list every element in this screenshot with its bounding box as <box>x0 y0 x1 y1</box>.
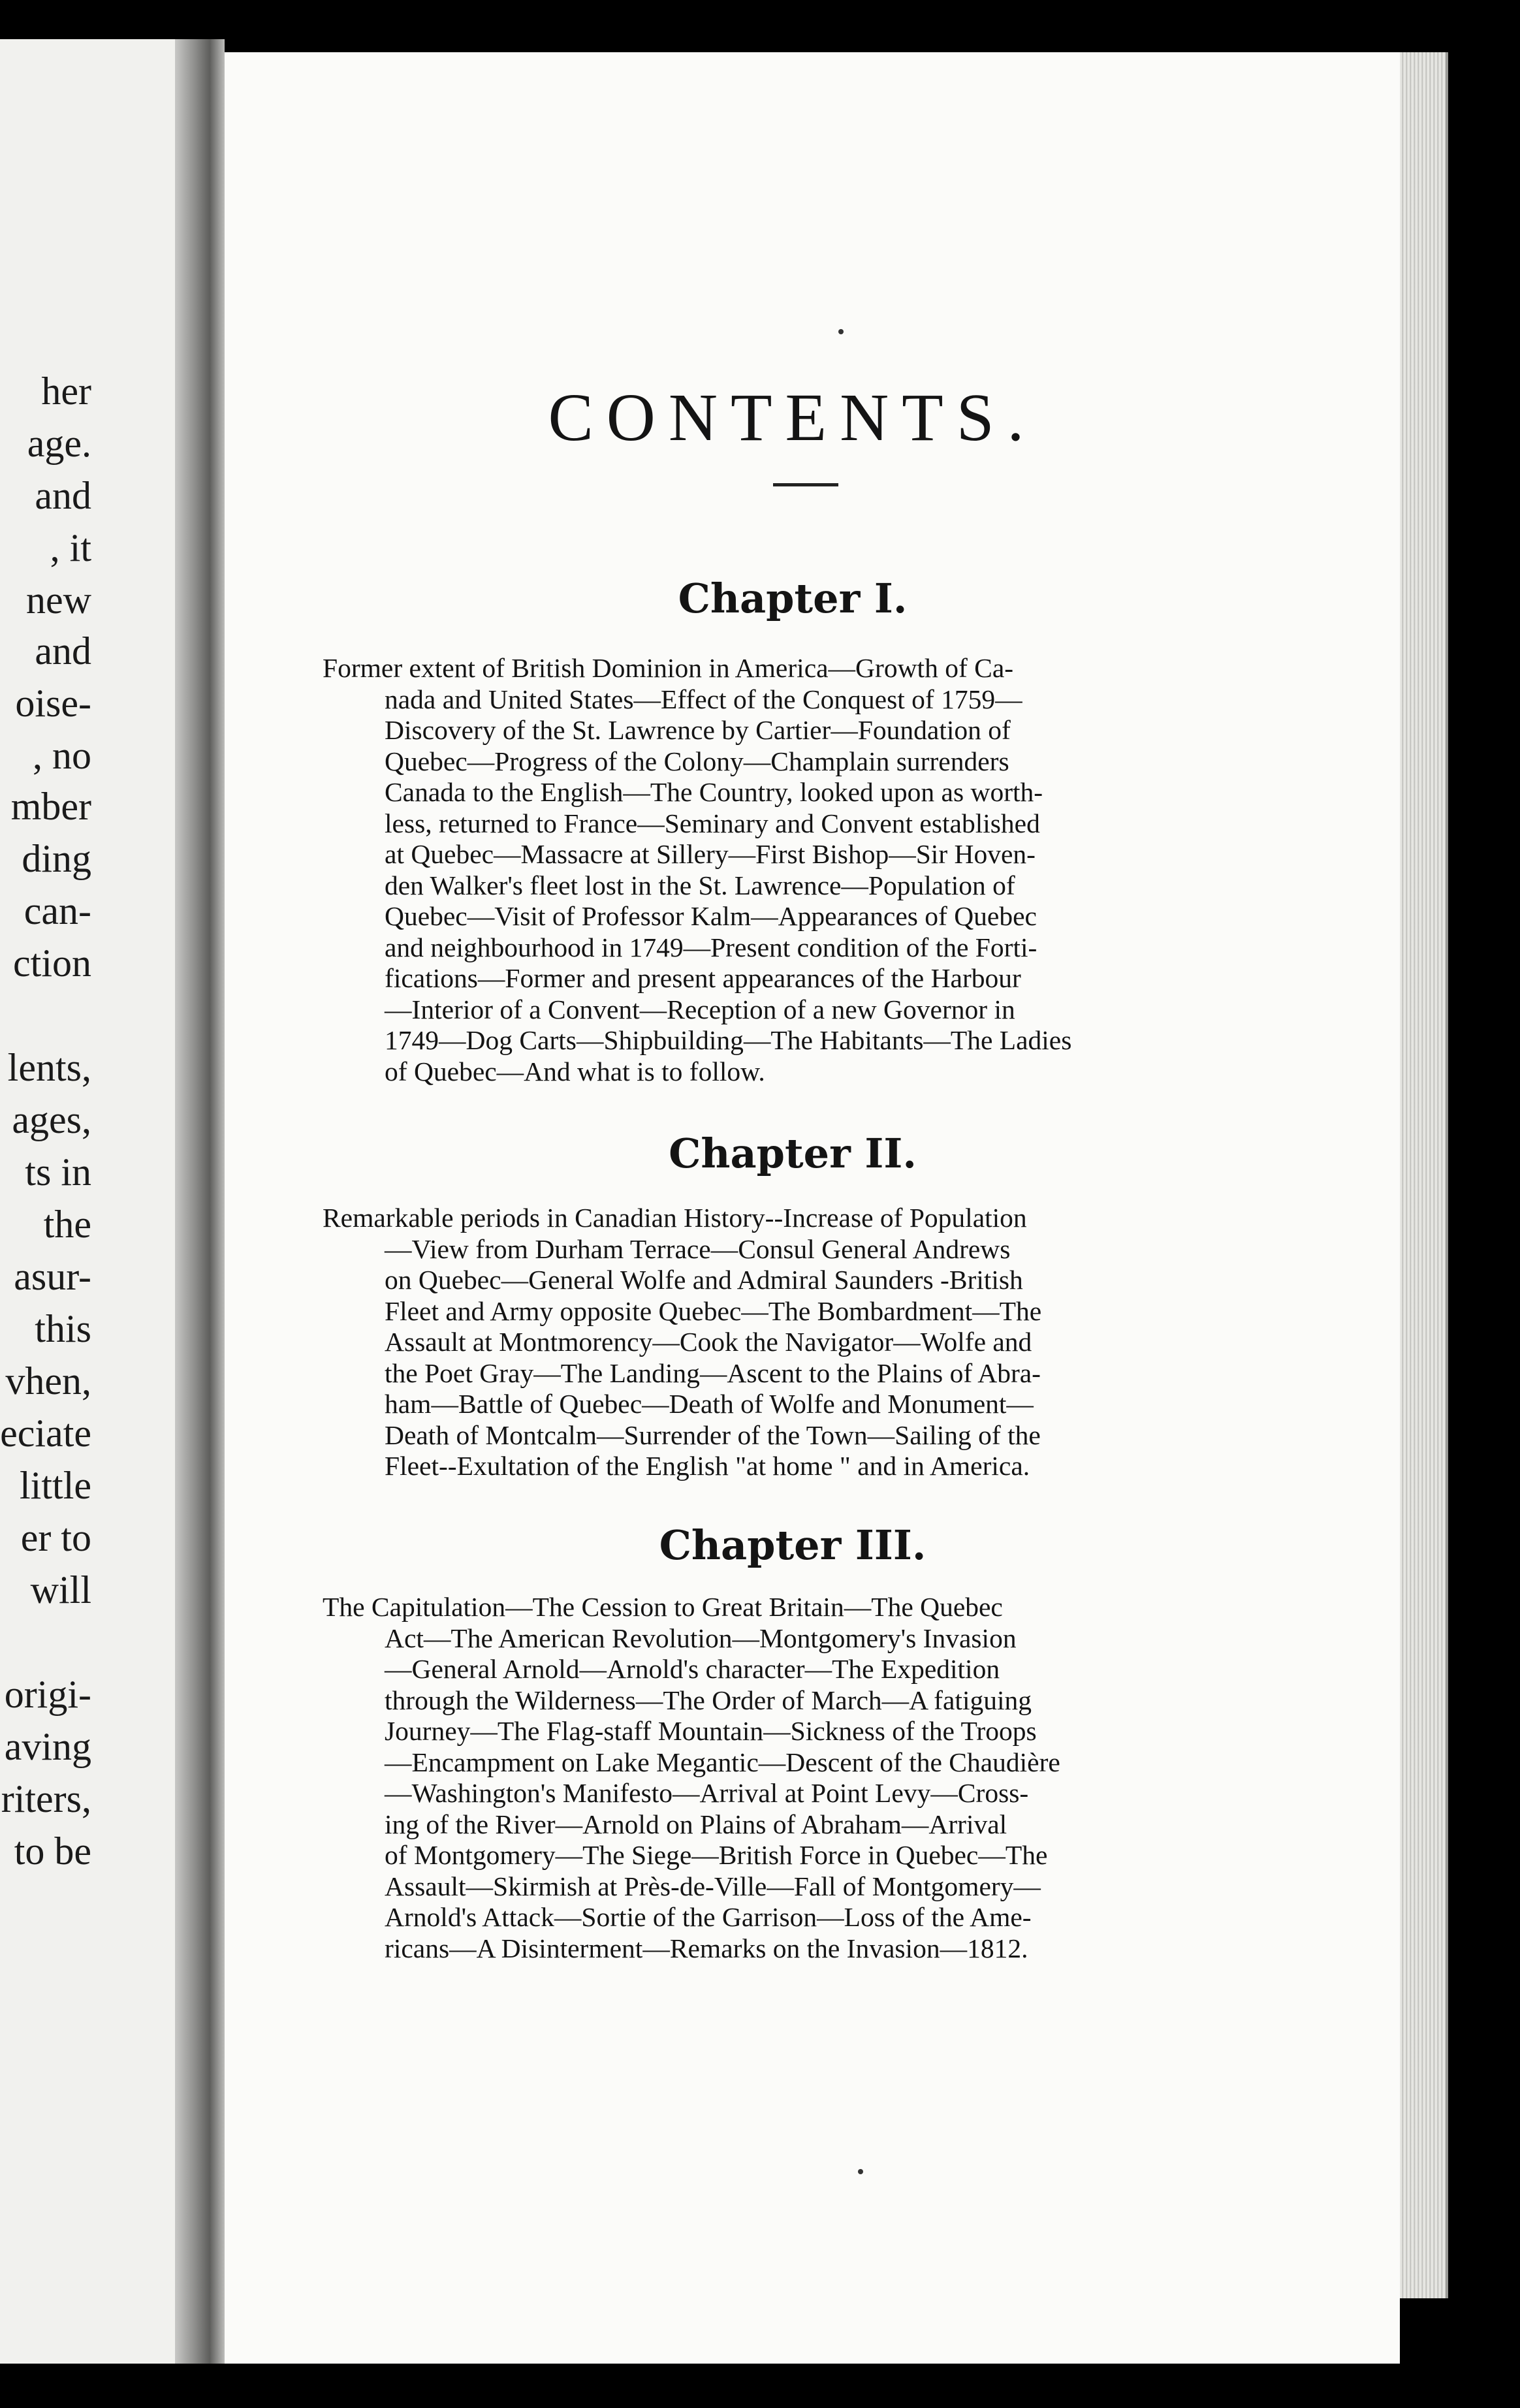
synopsis-line: the Poet Gray—The Landing—Ascent to the Plains of Abra- <box>385 1357 1041 1388</box>
synopsis-line: ricans—A Disinterment—Remarks on the Invasion—1812. <box>385 1933 1028 1963</box>
synopsis-line: Remarkable periods in Canadian History--Increase of Population <box>323 1203 1027 1233</box>
synopsis-line: of Montgomery—The Siege—British Force in Quebec—The <box>385 1840 1048 1870</box>
chapter-2-heading: Chapter II. <box>669 1130 917 1177</box>
synopsis-line: fications—Former and present appearances of the Harbour <box>385 963 1021 993</box>
page-title: CONTENTS. <box>548 380 1037 455</box>
left-page-fragment: riters, <box>1 1777 91 1820</box>
synopsis-line: Arnold's Attack—Sortie of the Garrison—Loss of the Ame- <box>385 1902 1032 1932</box>
left-page-fragment: lents, <box>7 1046 91 1089</box>
title-rule <box>773 483 838 486</box>
left-page-fragment: ts in <box>25 1150 91 1194</box>
synopsis-line: Fleet--Exultation of the English "at home " and in America. <box>385 1451 1030 1481</box>
synopsis-line: —Encampment on Lake Megantic—Descent of the Chaudière <box>385 1747 1060 1777</box>
left-page-fragment: , no <box>33 734 91 777</box>
synopsis-line: Discovery of the St. Lawrence by Cartier—Foundation of <box>385 715 1011 745</box>
synopsis-line: and neighbourhood in 1749—Present condition of the Forti- <box>385 932 1037 962</box>
left-page-fragment: mber <box>10 785 91 828</box>
left-page-fragment: ages, <box>12 1098 91 1141</box>
synopsis-line: Journey—The Flag-staff Mountain—Sickness of the Troops <box>385 1716 1037 1746</box>
left-page-fragment: ding <box>22 837 91 880</box>
synopsis-line: The Capitulation—The Cession to Great Britain—The Quebec <box>323 1592 1003 1622</box>
left-page-fragment: the <box>43 1203 91 1246</box>
left-page-fragment: asur- <box>14 1255 91 1298</box>
synopsis-line: —Washington's Manifesto—Arrival at Point Levy—Cross- <box>385 1778 1029 1808</box>
left-page-fragment: her <box>41 370 91 413</box>
synopsis-line: Canada to the English—The Country, looked upon as worth- <box>385 777 1043 807</box>
contents-page <box>225 52 1400 2364</box>
synopsis-line: den Walker's fleet lost in the St. Lawrence—Population of <box>385 870 1015 900</box>
chapter-3-heading: Chapter III. <box>659 1521 926 1569</box>
left-page-fragment: little <box>20 1464 91 1507</box>
left-page-fragment: age. <box>27 422 91 465</box>
synopsis-line: Quebec—Progress of the Colony—Champlain surrenders <box>385 746 1009 776</box>
left-page-fragment: new <box>26 578 91 622</box>
synopsis-line: 1749—Dog Carts—Shipbuilding—The Habitants—The Ladies <box>385 1025 1072 1055</box>
left-page-fragment: and <box>35 629 91 673</box>
synopsis-line: ham—Battle of Quebec—Death of Wolfe and Monument— <box>385 1389 1034 1419</box>
synopsis-line: nada and United States—Effect of the Conquest of 1759— <box>385 684 1022 714</box>
synopsis-line: Assault at Montmorency—Cook the Navigator—Wolfe and <box>385 1327 1032 1357</box>
chapter-2-synopsis <box>323 1203 1237 1482</box>
synopsis-line: less, returned to France—Seminary and Convent established <box>385 808 1040 838</box>
synopsis-line: —Interior of a Convent—Reception of a new Governor in <box>385 994 1015 1024</box>
synopsis-line: Act—The American Revolution—Montgomery's Invasion <box>385 1623 1017 1653</box>
page-edges <box>1400 52 1448 2298</box>
left-page-fragment: er to <box>20 1516 91 1559</box>
left-page-fragment: aving <box>4 1725 91 1768</box>
synopsis-line: Quebec—Visit of Professor Kalm—Appearances of Quebec <box>385 901 1037 931</box>
left-page-fragment: vhen, <box>5 1359 91 1402</box>
synopsis-line: at Quebec—Massacre at Sillery—First Bishop—Sir Hoven- <box>385 839 1036 869</box>
ink-speck <box>858 2169 863 2174</box>
chapter-1-heading: Chapter I. <box>678 575 908 622</box>
synopsis-line: on Quebec—General Wolfe and Admiral Saunders -British <box>385 1265 1023 1295</box>
left-page-fragment: oise- <box>15 682 91 725</box>
chapter-3-synopsis <box>323 1592 1237 1964</box>
left-page-fragment: to be <box>14 1830 91 1873</box>
synopsis-line: through the Wilderness—The Order of March—A fatiguing <box>385 1685 1032 1715</box>
left-facing-page <box>0 39 175 2364</box>
left-page-fragment: ction <box>13 942 91 985</box>
chapter-1-synopsis <box>323 653 1237 1087</box>
synopsis-line: of Quebec—And what is to follow. <box>385 1056 765 1086</box>
synopsis-line: —General Arnold—Arnold's character—The Expedition <box>385 1654 1000 1684</box>
synopsis-line: Former extent of British Dominion in America—Growth of Ca- <box>323 653 1014 683</box>
left-page-fragment: this <box>35 1307 91 1350</box>
left-page-fragment: can- <box>24 889 91 932</box>
book-gutter <box>175 39 225 2364</box>
left-page-fragment: , it <box>50 526 91 569</box>
synopsis-line: Assault—Skirmish at Près-de-Ville—Fall of Montgomery— <box>385 1871 1041 1901</box>
synopsis-line: —View from Durham Terrace—Consul General Andrews <box>385 1233 1011 1264</box>
ink-speck <box>838 329 844 334</box>
synopsis-line: ing of the River—Arnold on Plains of Abraham—Arrival <box>385 1809 1007 1839</box>
left-page-fragment: eciate <box>0 1412 91 1455</box>
synopsis-line: Fleet and Army opposite Quebec—The Bombardment—The <box>385 1295 1042 1326</box>
left-page-fragment: and <box>35 474 91 517</box>
left-page-fragment: origi- <box>4 1673 91 1716</box>
left-page-fragment: will <box>30 1568 91 1611</box>
synopsis-line: Death of Montcalm—Surrender of the Town—Sailing of the <box>385 1419 1041 1450</box>
